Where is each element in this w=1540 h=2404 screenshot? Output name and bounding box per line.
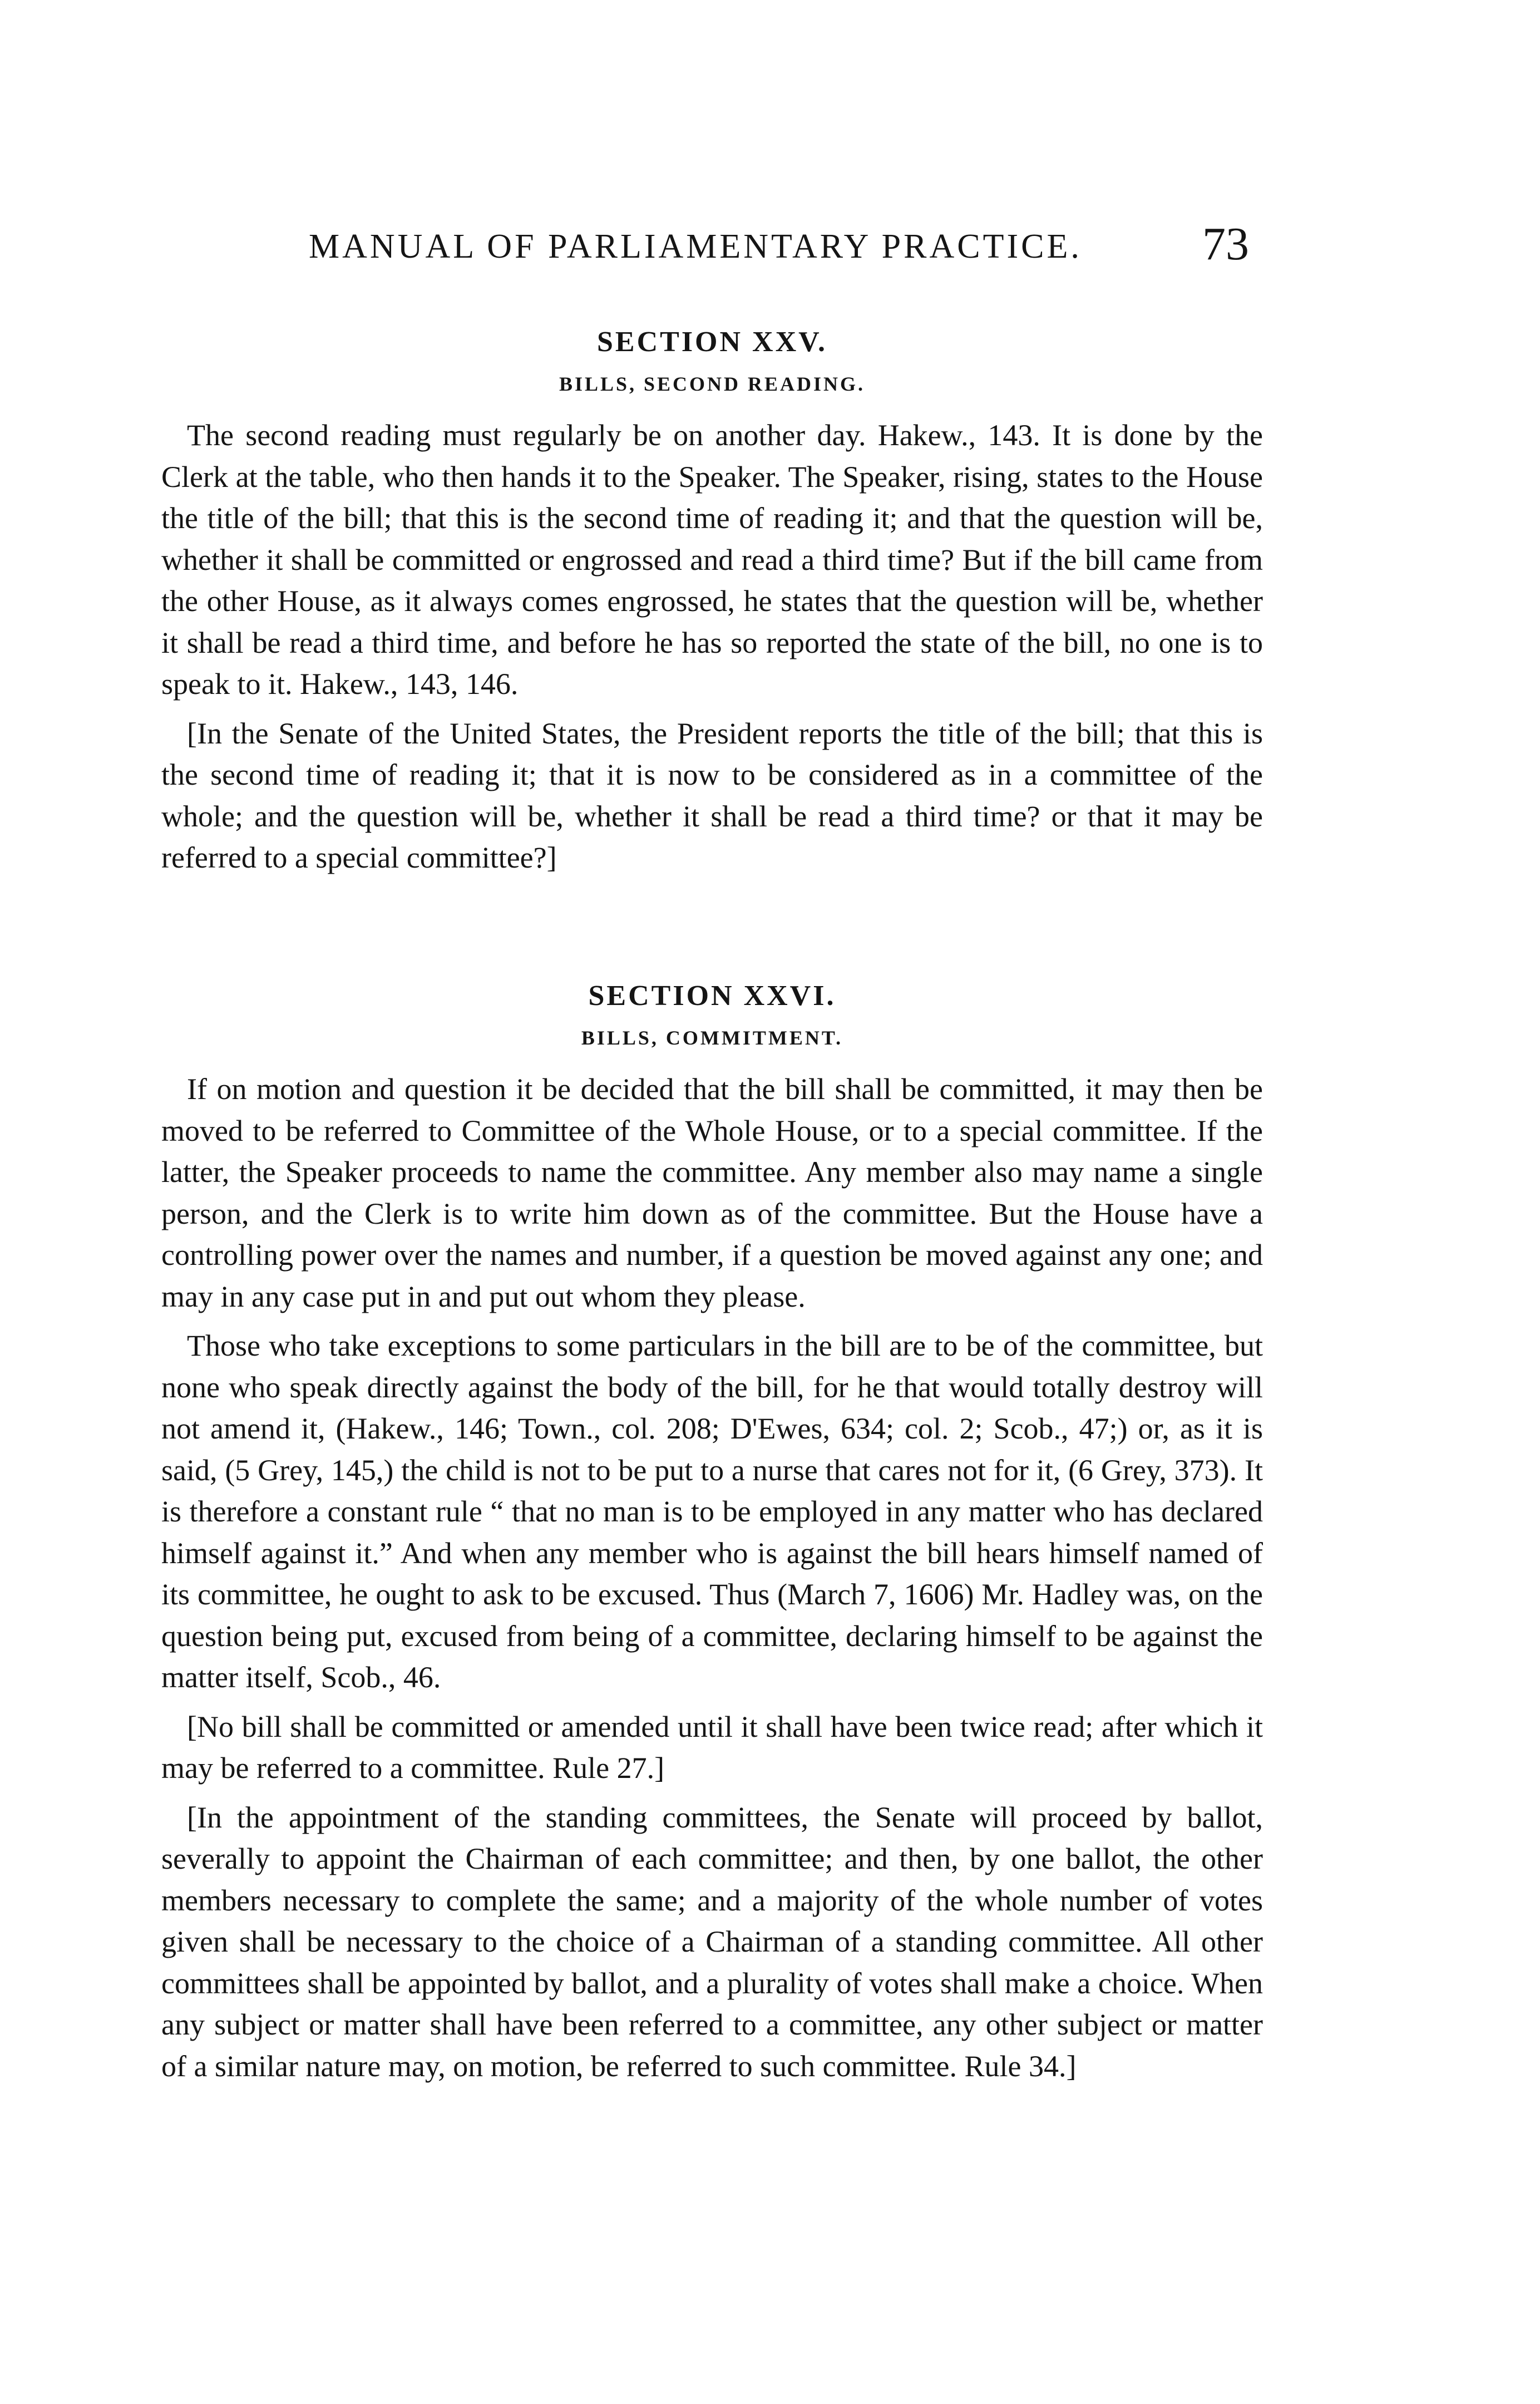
section-title: SECTION XXVI.	[588, 980, 836, 1012]
running-head	[309, 217, 1249, 278]
section-subtitle: BILLS, SECOND READING.	[559, 373, 866, 395]
paragraph: [No bill shall be committed or amended until it shall have been twice read; after which it may be referred to a committee. Rule 27.]	[161, 1710, 1263, 1785]
paragraph: [In the Senate of the United States, the President reports the title of the bill; that this is the second time of reading it; that it is now to be considered as in a committee of the whole; and the question will be, whether it shall be read a third time? or that it may be referred to a special committee?]	[161, 716, 1263, 874]
section-subtitle: BILLS, COMMITMENT.	[581, 1027, 843, 1049]
page-number: 73	[1202, 218, 1249, 270]
paragraph: The second reading must regularly be on another day. Hakew., 143. It is done by the Clerk at the table, who then hands it to the Speaker. The Speaker, rising, states to the House the title of the bill; that this is the second time of reading it; and that the question will be, whether it shall be committed or engrossed and read a third time? But if the bill came from the other House, as it always comes engrossed, he states that the question will be, whether it shall be read a third time, and before he has so reported the state of the bill, no one is to speak to it. Hakew., 143, 146.	[161, 418, 1263, 701]
section-xxvi	[161, 974, 1263, 2095]
paragraph: If on motion and question it be decided that the bill shall be committed, it may then be moved to be referred to Committee of the Whole House, or to a special committee. If the latter, the Speaker proceeds to name the committee. Any member also may name a single person, and the Clerk is to write him down as of the committee. But the House have a controlling power over the names and number, if a question be moved against any one; and may in any case put in and put out whom they please.	[161, 1072, 1263, 1313]
paragraph: Those who take exceptions to some particulars in the bill are to be of the committee, but none who speak directly against the body of the bill, for he that would totally destroy will not amend it, (Hakew., 146; Town., col. 208; D'Ewes, 634; col. 2; Scob., 47;) or, as it is said, (5 Grey, 145,) the child is not to be put to a nurse that cares not for it, (6 Grey, 373). It is therefore a constant rule “ that no man is to be employed in any matter who has declared himself against it.” And when any member who is against the bill hears himself named of its committee, he ought to ask to be excused. Thus (March 7, 1606) Mr. Hadley was, on the question being put, excused from being of a committee, declaring himself to be against the matter itself, Scob., 46.	[161, 1329, 1263, 1694]
paragraph: [In the appointment of the standing committees, the Senate will proceed by ballot, severally to appoint the Chairman of each committee; and then, by one ballot, the other members necessary to complete the same; and a majority of the whole number of votes given shall be necessary to the choice of a Chairman of a standing committee. All other committees shall be appointed by ballot, and a plurality of votes shall make a choice. When any subject or matter shall have been referred to a committee, any other subject or matter of a similar nature may, on motion, be referred to such committee. Rule 34.]	[161, 1800, 1263, 2083]
section-title: SECTION XXV.	[596, 326, 828, 358]
section-xxv	[161, 320, 1263, 886]
running-title: MANUAL OF PARLIAMENTARY PRACTICE.	[309, 228, 1082, 265]
